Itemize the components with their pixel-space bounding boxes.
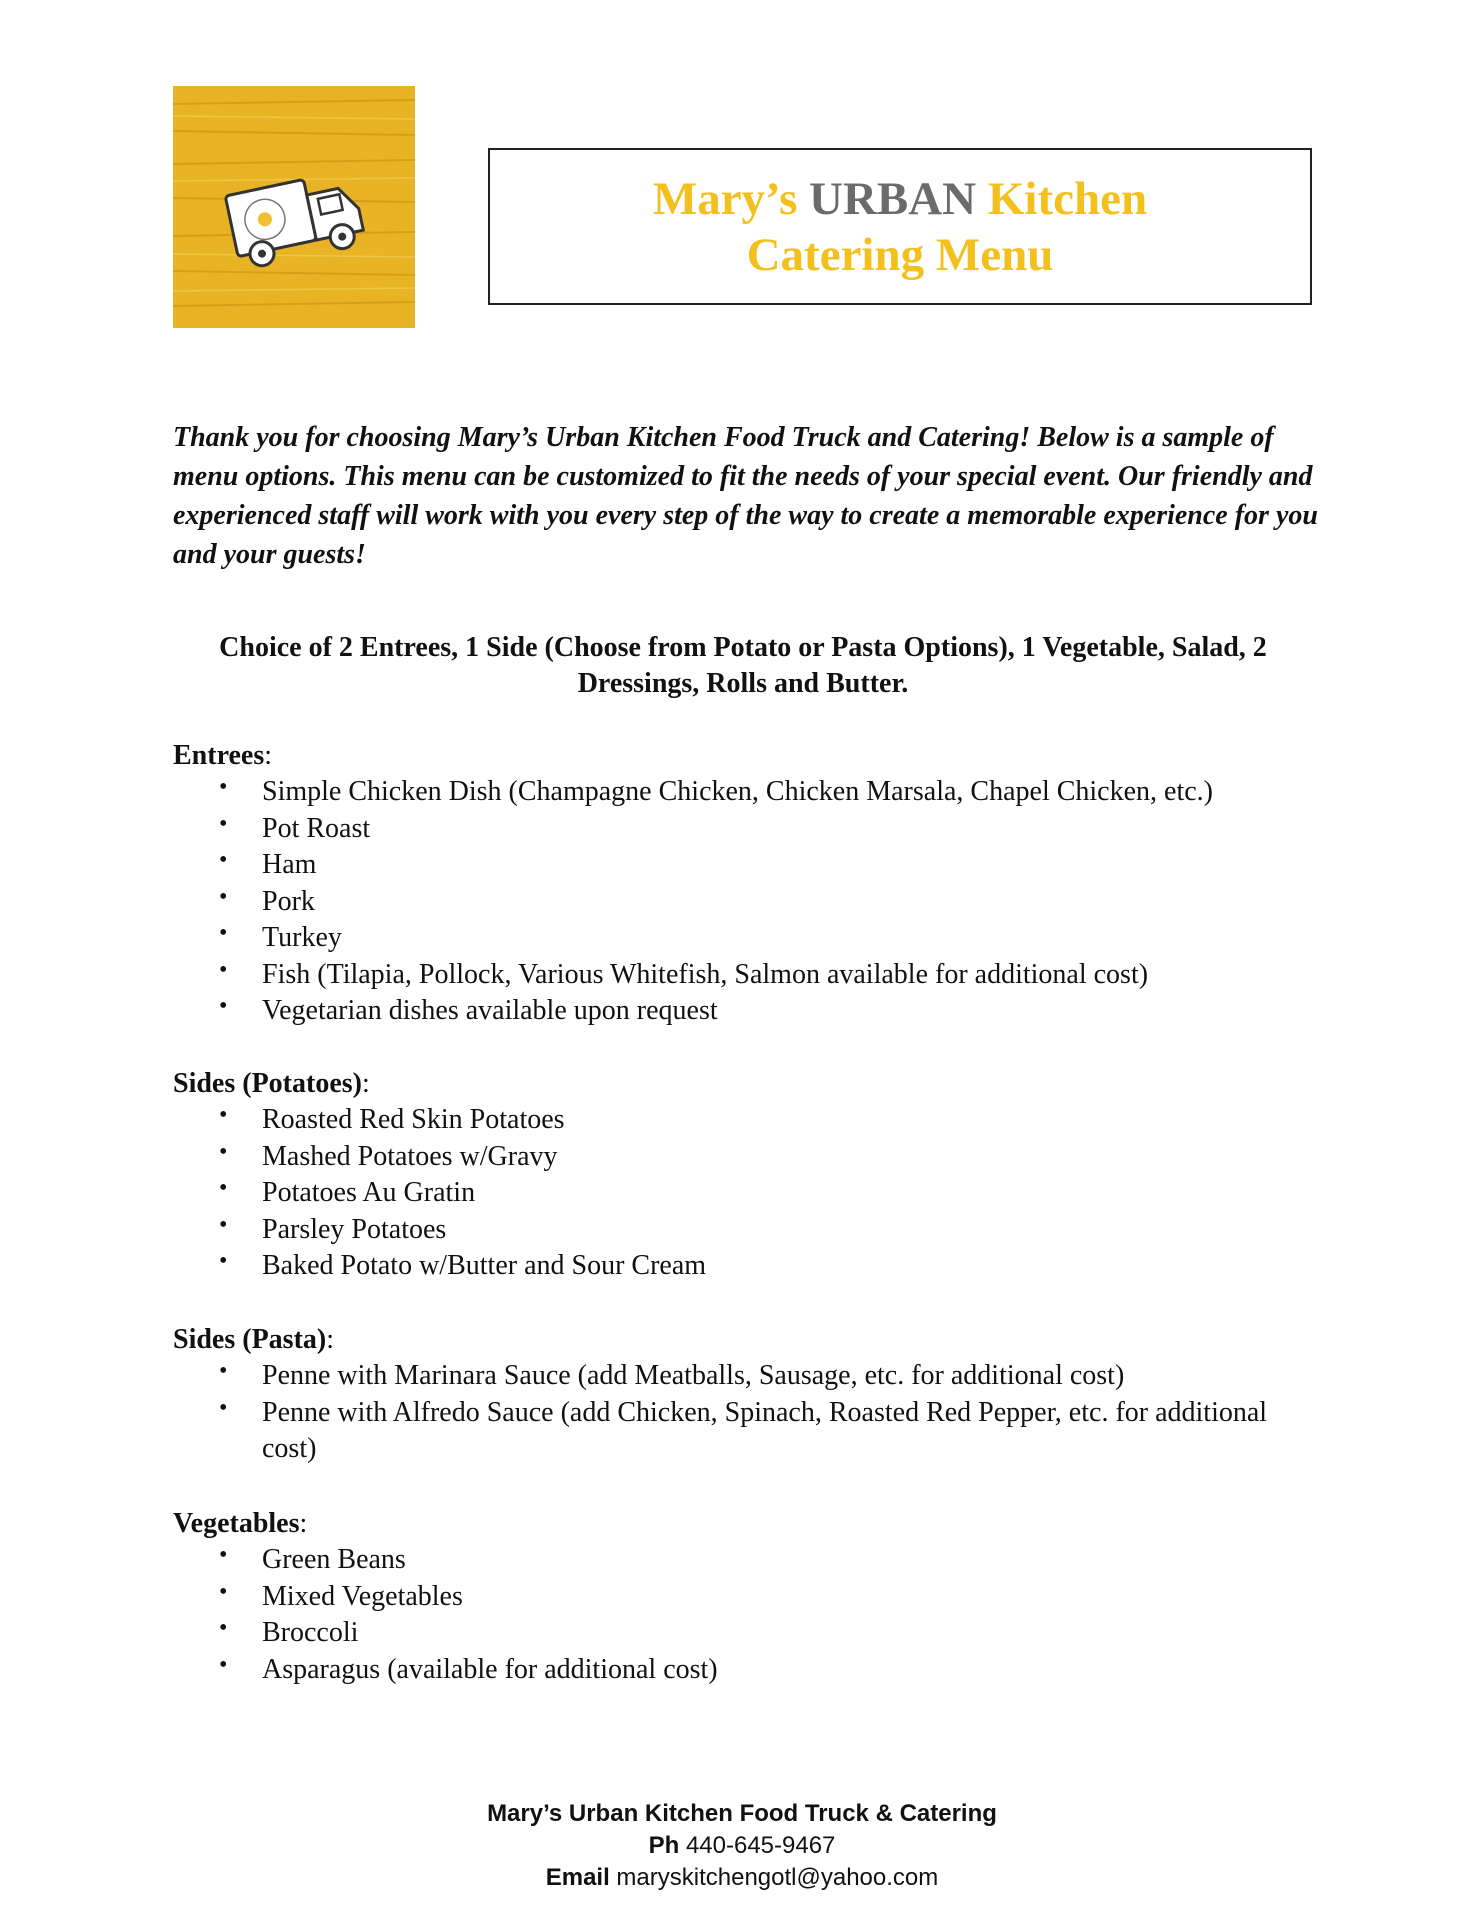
list-item — [173, 1358, 1323, 1395]
bullet-icon: • — [219, 1175, 228, 1201]
item-list — [173, 1358, 1323, 1468]
title-marys: Mary’s — [652, 172, 798, 225]
title-kitchen: Kitchen — [987, 172, 1148, 225]
bullet-icon: • — [219, 847, 228, 873]
list-item — [173, 1139, 1323, 1176]
bullet-icon: • — [219, 1211, 228, 1238]
section-entrees — [173, 738, 1323, 1030]
list-item — [173, 1102, 1323, 1139]
bullet-icon: • — [219, 1394, 228, 1421]
item-text: Penne with Marinara Sauce (add Meatballs, Sausage, etc. for additional cost) — [262, 1360, 1125, 1391]
email-address: maryskitchengotl@yahoo.com — [616, 1864, 939, 1891]
title-line-2: Catering Menu — [746, 228, 1054, 281]
item-text: Broccoli — [262, 1617, 359, 1648]
item-text: Pork — [262, 885, 315, 917]
item-text: Parsley Potatoes — [262, 1213, 447, 1245]
choice-line: Choice of 2 Entrees, 1 Side (Choose from Potato or Pasta Options), 1 Vegetable, Salad, 2 Dressings, Rolls and Butter. — [219, 632, 1267, 699]
bullet-icon: • — [219, 920, 228, 946]
section-vegetables — [173, 1506, 1323, 1688]
item-text: Asparagus (available for additional cost) — [262, 1653, 718, 1685]
section-heading: Entrees: — [173, 740, 273, 771]
item-text: Pot Roast — [262, 812, 371, 844]
list-item — [173, 920, 1323, 957]
list-item — [173, 1542, 1323, 1579]
title-line-1 — [653, 171, 1147, 227]
title-urban: URBAN — [809, 172, 977, 225]
bullet-icon: • — [219, 1542, 228, 1568]
item-text: Mixed Vegetables — [262, 1580, 463, 1612]
item-text: Potatoes Au Gratin — [262, 1177, 476, 1208]
section-heading-text: Sides (Pasta) — [173, 1324, 327, 1355]
section-heading: Sides (Potatoes): — [173, 1068, 370, 1099]
list-item — [173, 884, 1323, 921]
item-text: Roasted Red Skin Potatoes — [262, 1104, 565, 1135]
intro-paragraph: Thank you for choosing Mary’s Urban Kitchen Food Truck and Catering! Below is a sample of menu options. This menu can be customized to fit the needs of your special event. Our friendly and experienced staff will work with you every step of the way to create a memorable experience for you and your guests! — [173, 422, 1318, 570]
footer-email-label: Email — [545, 1864, 610, 1891]
phone-number: 440-645-9467 — [685, 1832, 836, 1859]
list-item — [173, 774, 1323, 811]
footer-phone-label: Ph — [648, 1832, 680, 1859]
item-text: Baked Potato w/Butter and Sour Cream — [262, 1250, 707, 1281]
section-sides-pasta — [173, 1322, 1323, 1468]
item-text: Vegetarian dishes available upon request — [262, 995, 718, 1026]
bullet-icon: • — [219, 1358, 228, 1384]
bullet-icon: • — [219, 774, 228, 800]
bullet-icon: • — [219, 1651, 228, 1678]
list-item — [173, 957, 1323, 994]
list-item — [173, 1175, 1323, 1212]
item-text: Simple Chicken Dish (Champagne Chicken, Chicken Marsala, Chapel Chicken, etc.) — [262, 776, 1213, 807]
list-item — [173, 811, 1323, 848]
section-heading-text: Entrees — [173, 740, 265, 771]
section-heading-text: Sides (Potatoes) — [173, 1068, 362, 1099]
list-item — [173, 1248, 1323, 1285]
list-item — [173, 1615, 1323, 1652]
item-list — [173, 1102, 1323, 1285]
section-sides-potatoes — [173, 1066, 1323, 1285]
section-heading-text: Vegetables — [173, 1508, 300, 1539]
list-item — [173, 1579, 1323, 1616]
item-list — [173, 774, 1323, 1030]
bullet-icon: • — [219, 993, 228, 1019]
list-item — [173, 1395, 1323, 1468]
bullet-icon: • — [219, 956, 228, 983]
list-item — [173, 993, 1323, 1030]
footer-business-name: Mary’s Urban Kitchen Food Truck & Catering — [487, 1800, 997, 1827]
bullet-icon: • — [219, 883, 228, 910]
bullet-icon: • — [219, 1102, 228, 1128]
footer-phone — [0, 1830, 1484, 1862]
bullet-icon: • — [219, 1615, 228, 1641]
footer-business — [0, 1798, 1484, 1830]
logo — [173, 86, 415, 328]
bullet-icon: • — [219, 1578, 228, 1605]
item-text: Fish (Tilapia, Pollock, Various Whitefish, Salmon available for additional cost) — [262, 958, 1149, 990]
item-list — [173, 1542, 1323, 1688]
footer-email — [0, 1862, 1484, 1894]
bullet-icon: • — [219, 810, 228, 837]
bullet-icon: • — [219, 1248, 228, 1274]
section-heading: Sides (Pasta): — [173, 1324, 335, 1355]
item-text: Ham — [262, 849, 317, 880]
list-item — [173, 1212, 1323, 1249]
list-item — [173, 1652, 1323, 1689]
food-truck-icon — [173, 86, 415, 328]
list-item — [173, 847, 1323, 884]
item-text: Turkey — [262, 922, 342, 953]
footer — [0, 1798, 1484, 1894]
item-text: Mashed Potatoes w/Gravy — [262, 1140, 558, 1172]
section-heading: Vegetables: — [173, 1508, 308, 1539]
item-text: Penne with Alfredo Sauce (add Chicken, Spinach, Roasted Red Pepper, etc. for additional cost) — [262, 1396, 1268, 1464]
item-text: Green Beans — [262, 1544, 406, 1575]
title-box — [488, 148, 1312, 305]
bullet-icon: • — [219, 1138, 228, 1165]
